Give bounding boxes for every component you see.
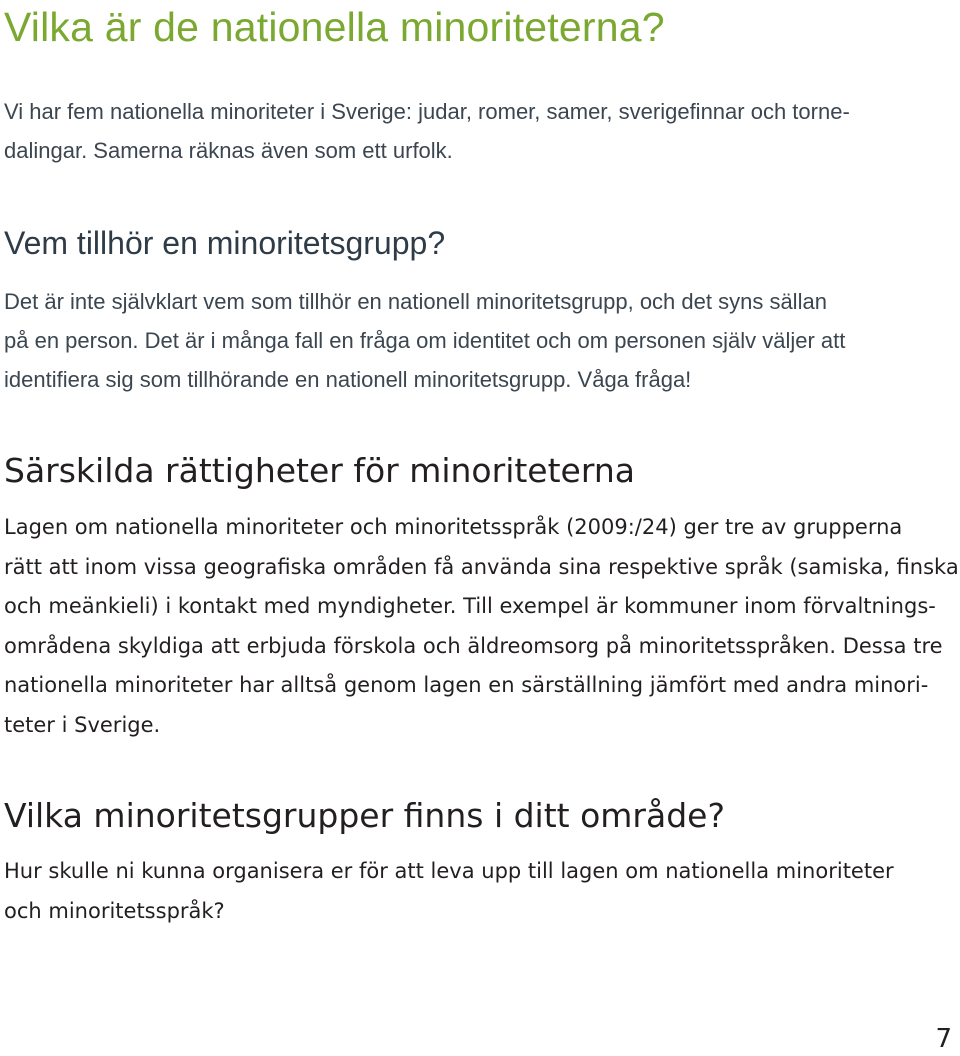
heading-rights: Särskilda rättigheter för minoriteterna xyxy=(4,451,635,490)
membership-line: på en person. Det är i många fall en fråga om identitet och om personen själv väljer att xyxy=(4,328,846,353)
rights-line: Lagen om nationella minoriteter och minoritetsspråk (2009:/24) ger tre av grupperna xyxy=(4,515,903,539)
membership-paragraph xyxy=(4,282,956,399)
page-number: 7 xyxy=(935,1024,952,1054)
rights-line: teter i Sverige. xyxy=(4,712,161,737)
local-groups-paragraph xyxy=(4,852,956,931)
rights-line: nationella minoriteter har alltså genom lagen en särställning jämfört med andra minori- xyxy=(4,673,929,697)
heading-local-groups: Vilka minoritetsgrupper finns i ditt område? xyxy=(4,796,725,835)
rights-line: områdena skyldiga att erbjuda förskola och äldreomsorg på minoritetsspråken. Dessa tre xyxy=(4,633,943,658)
local-groups-line: Hur skulle ni kunna organisera er för att leva upp till lagen om nationella minoriteter xyxy=(4,859,894,883)
intro-line: dalingar. Samerna räknas även som ett urfolk. xyxy=(4,138,453,163)
rights-line: och meänkieli) i kontakt med myndigheter. Till exempel är kommuner inom förvaltnings- xyxy=(4,594,936,618)
rights-paragraph xyxy=(4,508,959,745)
local-groups-line: och minoritetsspråk? xyxy=(4,898,225,923)
membership-line: Det är inte självklart vem som tillhör en nationell minoritetsgrupp, och det syns sällan xyxy=(4,289,827,314)
heading-membership: Vem tillhör en minoritetsgrupp? xyxy=(4,225,446,261)
page-title: Vilka är de nationella minoriteterna? xyxy=(4,4,665,50)
intro-paragraph xyxy=(4,92,956,170)
intro-line: Vi har fem nationella minoriteter i Sverige: judar, romer, samer, sverigefinnar och torne- xyxy=(4,99,850,124)
membership-line: identifiera sig som tillhörande en nationell minoritetsgrupp. Våga fråga! xyxy=(4,367,692,392)
rights-line: rätt att inom vissa geografiska områden få använda sina respektive språk (samiska, finska xyxy=(4,554,959,579)
